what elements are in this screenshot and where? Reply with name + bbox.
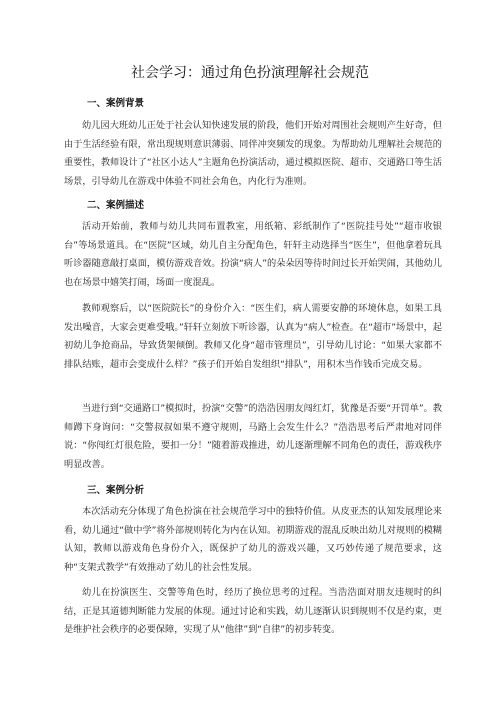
section-heading-description: 二、案例描述 <box>87 200 145 211</box>
paragraph-background: 幼儿园大班幼儿正处于社会认知快速发展的阶段，他们开始对周围社会规则产生好奇，但由于生活经验有限，常出现规则意识薄弱、同伴冲突频发的现象。为帮助幼儿理解社会规范的重要性，教师设计了“社区小达人”主题角色扮演活动，通过模拟医院、超市、交通路口等生活场景，引导幼儿在游戏中体验不同社会角色，内化行为准则。 <box>64 120 442 187</box>
paragraph-analysis-1: 本次活动充分体现了角色扮演在社会规范学习中的独特价值。从皮亚杰的认知发展理论来看，幼儿通过“做中学”将外部规则转化为内在认知。初期游戏的混乱反映出幼儿对规则的模糊认知，教师以游戏角色身份介入，既保护了幼儿的游戏兴趣，又巧妙传递了规范要求，这种“支架式教学”有效推动了幼儿的社会性发展。 <box>64 506 442 573</box>
section-heading-analysis: 三、案例分析 <box>87 485 145 496</box>
section-heading-background: 一、案例背景 <box>87 98 145 109</box>
document-title: 社会学习：通过角色扮演理解社会规范 <box>131 65 369 81</box>
paragraph-description-3: 当进行到“交通路口”模拟时，扮演“交警”的浩浩因朋友闯红灯，犹豫是否要“开罚单”。教师蹲下身询问：“交警叔叔如果不遵守规则，马路上会发生什么？”浩浩思考后严肃地对同伴说：“你闯红灯很危险，要扣一分！”随着游戏推进，幼儿逐渐理解不同角色的责任，游戏秩序明显改善。 <box>64 403 442 470</box>
paragraph-analysis-2: 幼儿在扮演医生、交警等角色时，经历了换位思考的过程。当浩浩面对朋友违规时的纠结，正是其道德判断能力发展的体现。通过讨论和实践，幼儿逐渐认识到规则不仅是约束，更是维护社会秩序的必要保障，实现了从“他律”到“自律”的初步转变。 <box>64 587 442 636</box>
paragraph-description-1: 活动开始前，教师与幼儿共同布置教室，用纸箱、彩纸制作了“医院挂号处”“超市收银台”等场景道具。在“医院”区域，幼儿自主分配角色，轩轩主动选择当“医生”，但他拿着玩具听诊器随意敲打桌面，模仿游戏音效。扮演“病人”的朵朵因等待时间过长开始哭闹，其他幼儿也在场景中嬉笑打闹，场面一度混乱。 <box>64 221 442 288</box>
paragraph-description-2: 教师观察后，以“医院院长”的身份介入：“医生们，病人需要安静的环境休息，如果工具发出噪音，大家会更难受哦。”轩轩立刻放下听诊器，认真为“病人”检查。在“超市”场景中，起初幼儿争抢商品，导致货架倾倒。教师又化身“超市管理员”，引导幼儿讨论：“如果大家都不排队结账，超市会变成什么样？”孩子们开始自发组织“排队”，用积木当作钱币完成交易。 <box>64 303 442 370</box>
